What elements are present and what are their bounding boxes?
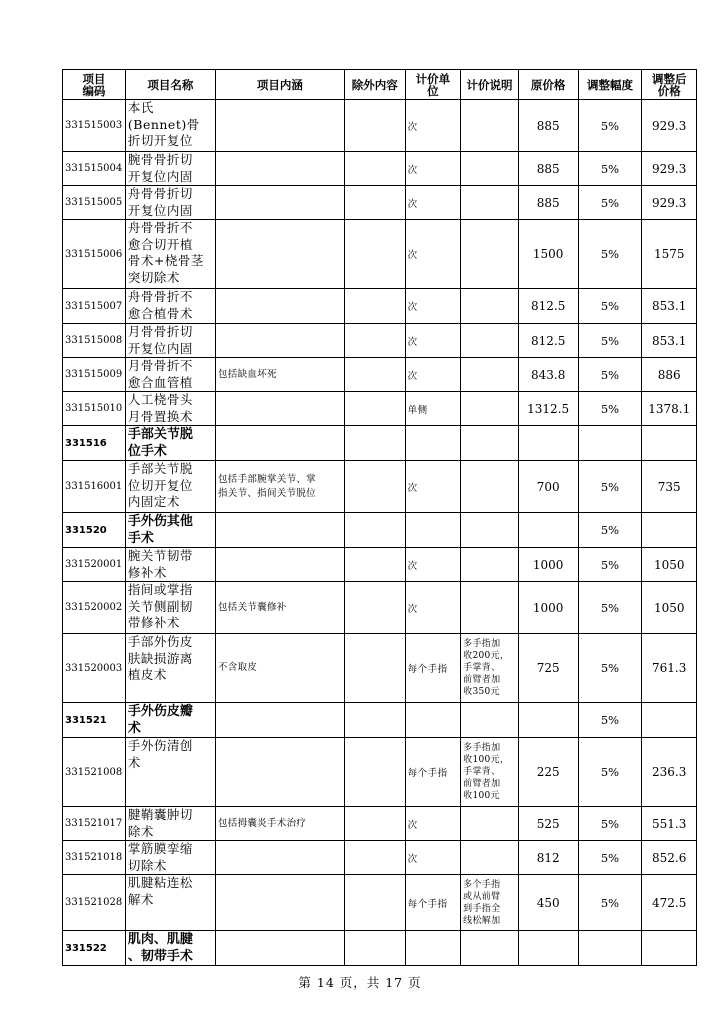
table-row [63, 392, 697, 426]
code-cell: 331520 [63, 513, 126, 548]
new-price-cell: 761.3 [642, 634, 697, 703]
note-cell [461, 186, 519, 220]
price-cell: 1000 [518, 582, 578, 634]
unit-cell [405, 513, 461, 548]
rate-cell: 5% [578, 289, 642, 324]
unit-cell: 单侧 [405, 392, 461, 426]
new-price-cell [642, 931, 697, 966]
new-price-cell: 735 [642, 461, 697, 513]
section-row [63, 703, 697, 738]
code-cell: 331515010 [63, 392, 126, 426]
content-cell: 包括缺血坏死 [215, 358, 344, 392]
price-cell: 885 [518, 152, 578, 186]
excluded-cell [344, 392, 405, 426]
table-row [63, 324, 697, 358]
code-cell: 331521018 [63, 841, 126, 875]
name-cell: 肌腱粘连松 解术 [125, 875, 215, 931]
code-cell: 331515005 [63, 186, 126, 220]
unit-cell: 次 [405, 841, 461, 875]
name-cell: 人工桡骨头 月骨置换术 [125, 392, 215, 426]
excluded-cell [344, 634, 405, 703]
section-row [63, 426, 697, 461]
code-cell: 331515006 [63, 220, 126, 289]
rate-cell [578, 931, 642, 966]
excluded-cell [344, 220, 405, 289]
header-name: 项目名称 [125, 70, 215, 100]
price-cell: 525 [518, 807, 578, 841]
header-row [63, 70, 697, 100]
note-cell [461, 931, 519, 966]
new-price-cell: 929.3 [642, 186, 697, 220]
excluded-cell [344, 152, 405, 186]
note-cell [461, 703, 519, 738]
header-rate: 调整幅度 [578, 70, 642, 100]
name-cell: 手外伤皮瓣 术 [125, 703, 215, 738]
price-cell: 450 [518, 875, 578, 931]
rate-cell: 5% [578, 738, 642, 807]
content-cell [215, 220, 344, 289]
new-price-cell: 929.3 [642, 152, 697, 186]
rate-cell: 5% [578, 392, 642, 426]
rate-cell: 5% [578, 703, 642, 738]
excluded-cell [344, 513, 405, 548]
rate-cell: 5% [578, 324, 642, 358]
section-row [63, 513, 697, 548]
excluded-cell [344, 461, 405, 513]
table-row [63, 841, 697, 875]
name-cell: 掌筋膜挛缩 切除术 [125, 841, 215, 875]
new-price-cell: 1378.1 [642, 392, 697, 426]
content-cell [215, 392, 344, 426]
unit-cell: 次 [405, 358, 461, 392]
content-cell: 包括手部腕掌关节、掌 指关节、指间关节脱位 [215, 461, 344, 513]
unit-cell: 次 [405, 548, 461, 582]
new-price-cell: 551.3 [642, 807, 697, 841]
note-cell [461, 289, 519, 324]
price-cell: 1312.5 [518, 392, 578, 426]
price-cell: 1500 [518, 220, 578, 289]
table-row [63, 807, 697, 841]
rate-cell: 5% [578, 100, 642, 152]
price-cell [518, 703, 578, 738]
note-cell [461, 392, 519, 426]
price-table [62, 69, 697, 966]
table-row [63, 875, 697, 931]
new-price-cell [642, 703, 697, 738]
code-cell: 331515008 [63, 324, 126, 358]
content-cell [215, 324, 344, 358]
note-cell [461, 807, 519, 841]
rate-cell: 5% [578, 358, 642, 392]
unit-cell: 次 [405, 100, 461, 152]
code-cell: 331516 [63, 426, 126, 461]
content-cell [215, 289, 344, 324]
name-cell: 本氏 (Bennet)骨 折切开复位 [125, 100, 215, 152]
code-cell: 331521017 [63, 807, 126, 841]
new-price-cell: 1050 [642, 548, 697, 582]
rate-cell: 5% [578, 582, 642, 634]
excluded-cell [344, 841, 405, 875]
table-row [63, 100, 697, 152]
price-cell: 700 [518, 461, 578, 513]
unit-cell: 次 [405, 582, 461, 634]
excluded-cell [344, 358, 405, 392]
rate-cell: 5% [578, 841, 642, 875]
excluded-cell [344, 426, 405, 461]
code-cell: 331515009 [63, 358, 126, 392]
header-new-price: 调整后 价格 [642, 70, 697, 100]
name-cell: 指间或掌指 关节侧副韧 带修补术 [125, 582, 215, 634]
price-cell: 885 [518, 100, 578, 152]
rate-cell: 5% [578, 513, 642, 548]
price-cell [518, 931, 578, 966]
note-cell [461, 220, 519, 289]
unit-cell: 次 [405, 186, 461, 220]
content-cell [215, 426, 344, 461]
rate-cell [578, 426, 642, 461]
name-cell: 舟骨骨折切 开复位内固 [125, 186, 215, 220]
content-cell: 包括关节囊修补 [215, 582, 344, 634]
name-cell: 手部关节脱 位手术 [125, 426, 215, 461]
rate-cell: 5% [578, 875, 642, 931]
unit-cell [405, 426, 461, 461]
excluded-cell [344, 738, 405, 807]
price-cell: 225 [518, 738, 578, 807]
rate-cell: 5% [578, 152, 642, 186]
unit-cell: 每个手指 [405, 634, 461, 703]
price-cell: 843.8 [518, 358, 578, 392]
code-cell: 331522 [63, 931, 126, 966]
excluded-cell [344, 703, 405, 738]
header-content: 项目内涵 [215, 70, 344, 100]
new-price-cell: 852.6 [642, 841, 697, 875]
new-price-cell: 886 [642, 358, 697, 392]
name-cell: 月骨骨折不 愈合血管植 [125, 358, 215, 392]
price-cell: 1000 [518, 548, 578, 582]
note-cell [461, 841, 519, 875]
new-price-cell: 853.1 [642, 289, 697, 324]
name-cell: 手部关节脱 位切开复位 内固定术 [125, 461, 215, 513]
unit-cell: 次 [405, 152, 461, 186]
rate-cell: 5% [578, 186, 642, 220]
excluded-cell [344, 289, 405, 324]
rate-cell: 5% [578, 461, 642, 513]
name-cell: 手外伤清创 术 [125, 738, 215, 807]
content-cell [215, 738, 344, 807]
name-cell: 腱鞘囊肿切 除术 [125, 807, 215, 841]
excluded-cell [344, 807, 405, 841]
page-footer: 第 14 页，共 17 页 [298, 975, 422, 990]
table-row [63, 220, 697, 289]
note-cell [461, 152, 519, 186]
header-note: 计价说明 [461, 70, 519, 100]
content-cell [215, 513, 344, 548]
excluded-cell [344, 324, 405, 358]
new-price-cell [642, 426, 697, 461]
table-body [63, 100, 697, 966]
name-cell: 舟骨骨折不 愈合切开植 骨术+桡骨茎 突切除术 [125, 220, 215, 289]
name-cell: 腕骨骨折切 开复位内固 [125, 152, 215, 186]
code-cell: 331521028 [63, 875, 126, 931]
table-row [63, 289, 697, 324]
note-cell [461, 358, 519, 392]
note-cell: 多手指加 收100元， 手掌背、 前臂者加 收100元 [461, 738, 519, 807]
code-cell: 331515007 [63, 289, 126, 324]
code-cell: 331520001 [63, 548, 126, 582]
content-cell [215, 875, 344, 931]
header-code: 项目 编码 [63, 70, 126, 100]
unit-cell: 次 [405, 807, 461, 841]
unit-cell [405, 931, 461, 966]
name-cell: 腕关节韧带 修补术 [125, 548, 215, 582]
price-cell: 812 [518, 841, 578, 875]
name-cell: 舟骨骨折不 愈合植骨术 [125, 289, 215, 324]
note-cell: 多个手指 或从前臂 到手指全 线松解加 [461, 875, 519, 931]
name-cell: 月骨骨折切 开复位内固 [125, 324, 215, 358]
price-cell [518, 513, 578, 548]
new-price-cell: 236.3 [642, 738, 697, 807]
content-cell: 不含取皮 [215, 634, 344, 703]
content-cell [215, 186, 344, 220]
note-cell [461, 426, 519, 461]
code-cell: 331521008 [63, 738, 126, 807]
section-row [63, 931, 697, 966]
price-cell: 812.5 [518, 324, 578, 358]
rate-cell: 5% [578, 220, 642, 289]
rate-cell: 5% [578, 634, 642, 703]
note-cell: 多手指加 收200元， 手掌背、 前臂者加 收350元 [461, 634, 519, 703]
rate-cell: 5% [578, 548, 642, 582]
name-cell: 手部外伤皮 肤缺损游离 植皮术 [125, 634, 215, 703]
note-cell [461, 548, 519, 582]
unit-cell: 每个手指 [405, 875, 461, 931]
unit-cell: 次 [405, 324, 461, 358]
table-row [63, 582, 697, 634]
content-cell [215, 152, 344, 186]
new-price-cell: 1050 [642, 582, 697, 634]
name-cell: 肌肉、肌腱 、韧带手术 [125, 931, 215, 966]
unit-cell: 每个手指 [405, 738, 461, 807]
note-cell [461, 582, 519, 634]
excluded-cell [344, 931, 405, 966]
name-cell: 手外伤其他 手术 [125, 513, 215, 548]
content-cell [215, 548, 344, 582]
note-cell [461, 513, 519, 548]
new-price-cell: 853.1 [642, 324, 697, 358]
unit-cell [405, 703, 461, 738]
price-cell: 725 [518, 634, 578, 703]
excluded-cell [344, 548, 405, 582]
table-row [63, 738, 697, 807]
table-row [63, 358, 697, 392]
excluded-cell [344, 100, 405, 152]
content-cell [215, 841, 344, 875]
unit-cell: 次 [405, 461, 461, 513]
content-cell [215, 703, 344, 738]
price-cell: 812.5 [518, 289, 578, 324]
header-unit: 计价单 位 [405, 70, 461, 100]
header-excluded: 除外内容 [344, 70, 405, 100]
code-cell: 331520003 [63, 634, 126, 703]
new-price-cell: 472.5 [642, 875, 697, 931]
table-row [63, 634, 697, 703]
new-price-cell: 1575 [642, 220, 697, 289]
new-price-cell [642, 513, 697, 548]
note-cell [461, 100, 519, 152]
note-cell [461, 461, 519, 513]
table-row [63, 186, 697, 220]
code-cell: 331516001 [63, 461, 126, 513]
code-cell: 331515004 [63, 152, 126, 186]
new-price-cell: 929.3 [642, 100, 697, 152]
unit-cell: 次 [405, 289, 461, 324]
excluded-cell [344, 582, 405, 634]
note-cell [461, 324, 519, 358]
header-price: 原价格 [518, 70, 578, 100]
price-cell [518, 426, 578, 461]
code-cell: 331521 [63, 703, 126, 738]
table-row [63, 152, 697, 186]
table-row [63, 461, 697, 513]
unit-cell: 次 [405, 220, 461, 289]
table-row [63, 548, 697, 582]
code-cell: 331520002 [63, 582, 126, 634]
excluded-cell [344, 875, 405, 931]
code-cell: 331515003 [63, 100, 126, 152]
content-cell [215, 100, 344, 152]
content-cell: 包括拇囊炎手术治疗 [215, 807, 344, 841]
excluded-cell [344, 186, 405, 220]
price-cell: 885 [518, 186, 578, 220]
rate-cell: 5% [578, 807, 642, 841]
content-cell [215, 931, 344, 966]
